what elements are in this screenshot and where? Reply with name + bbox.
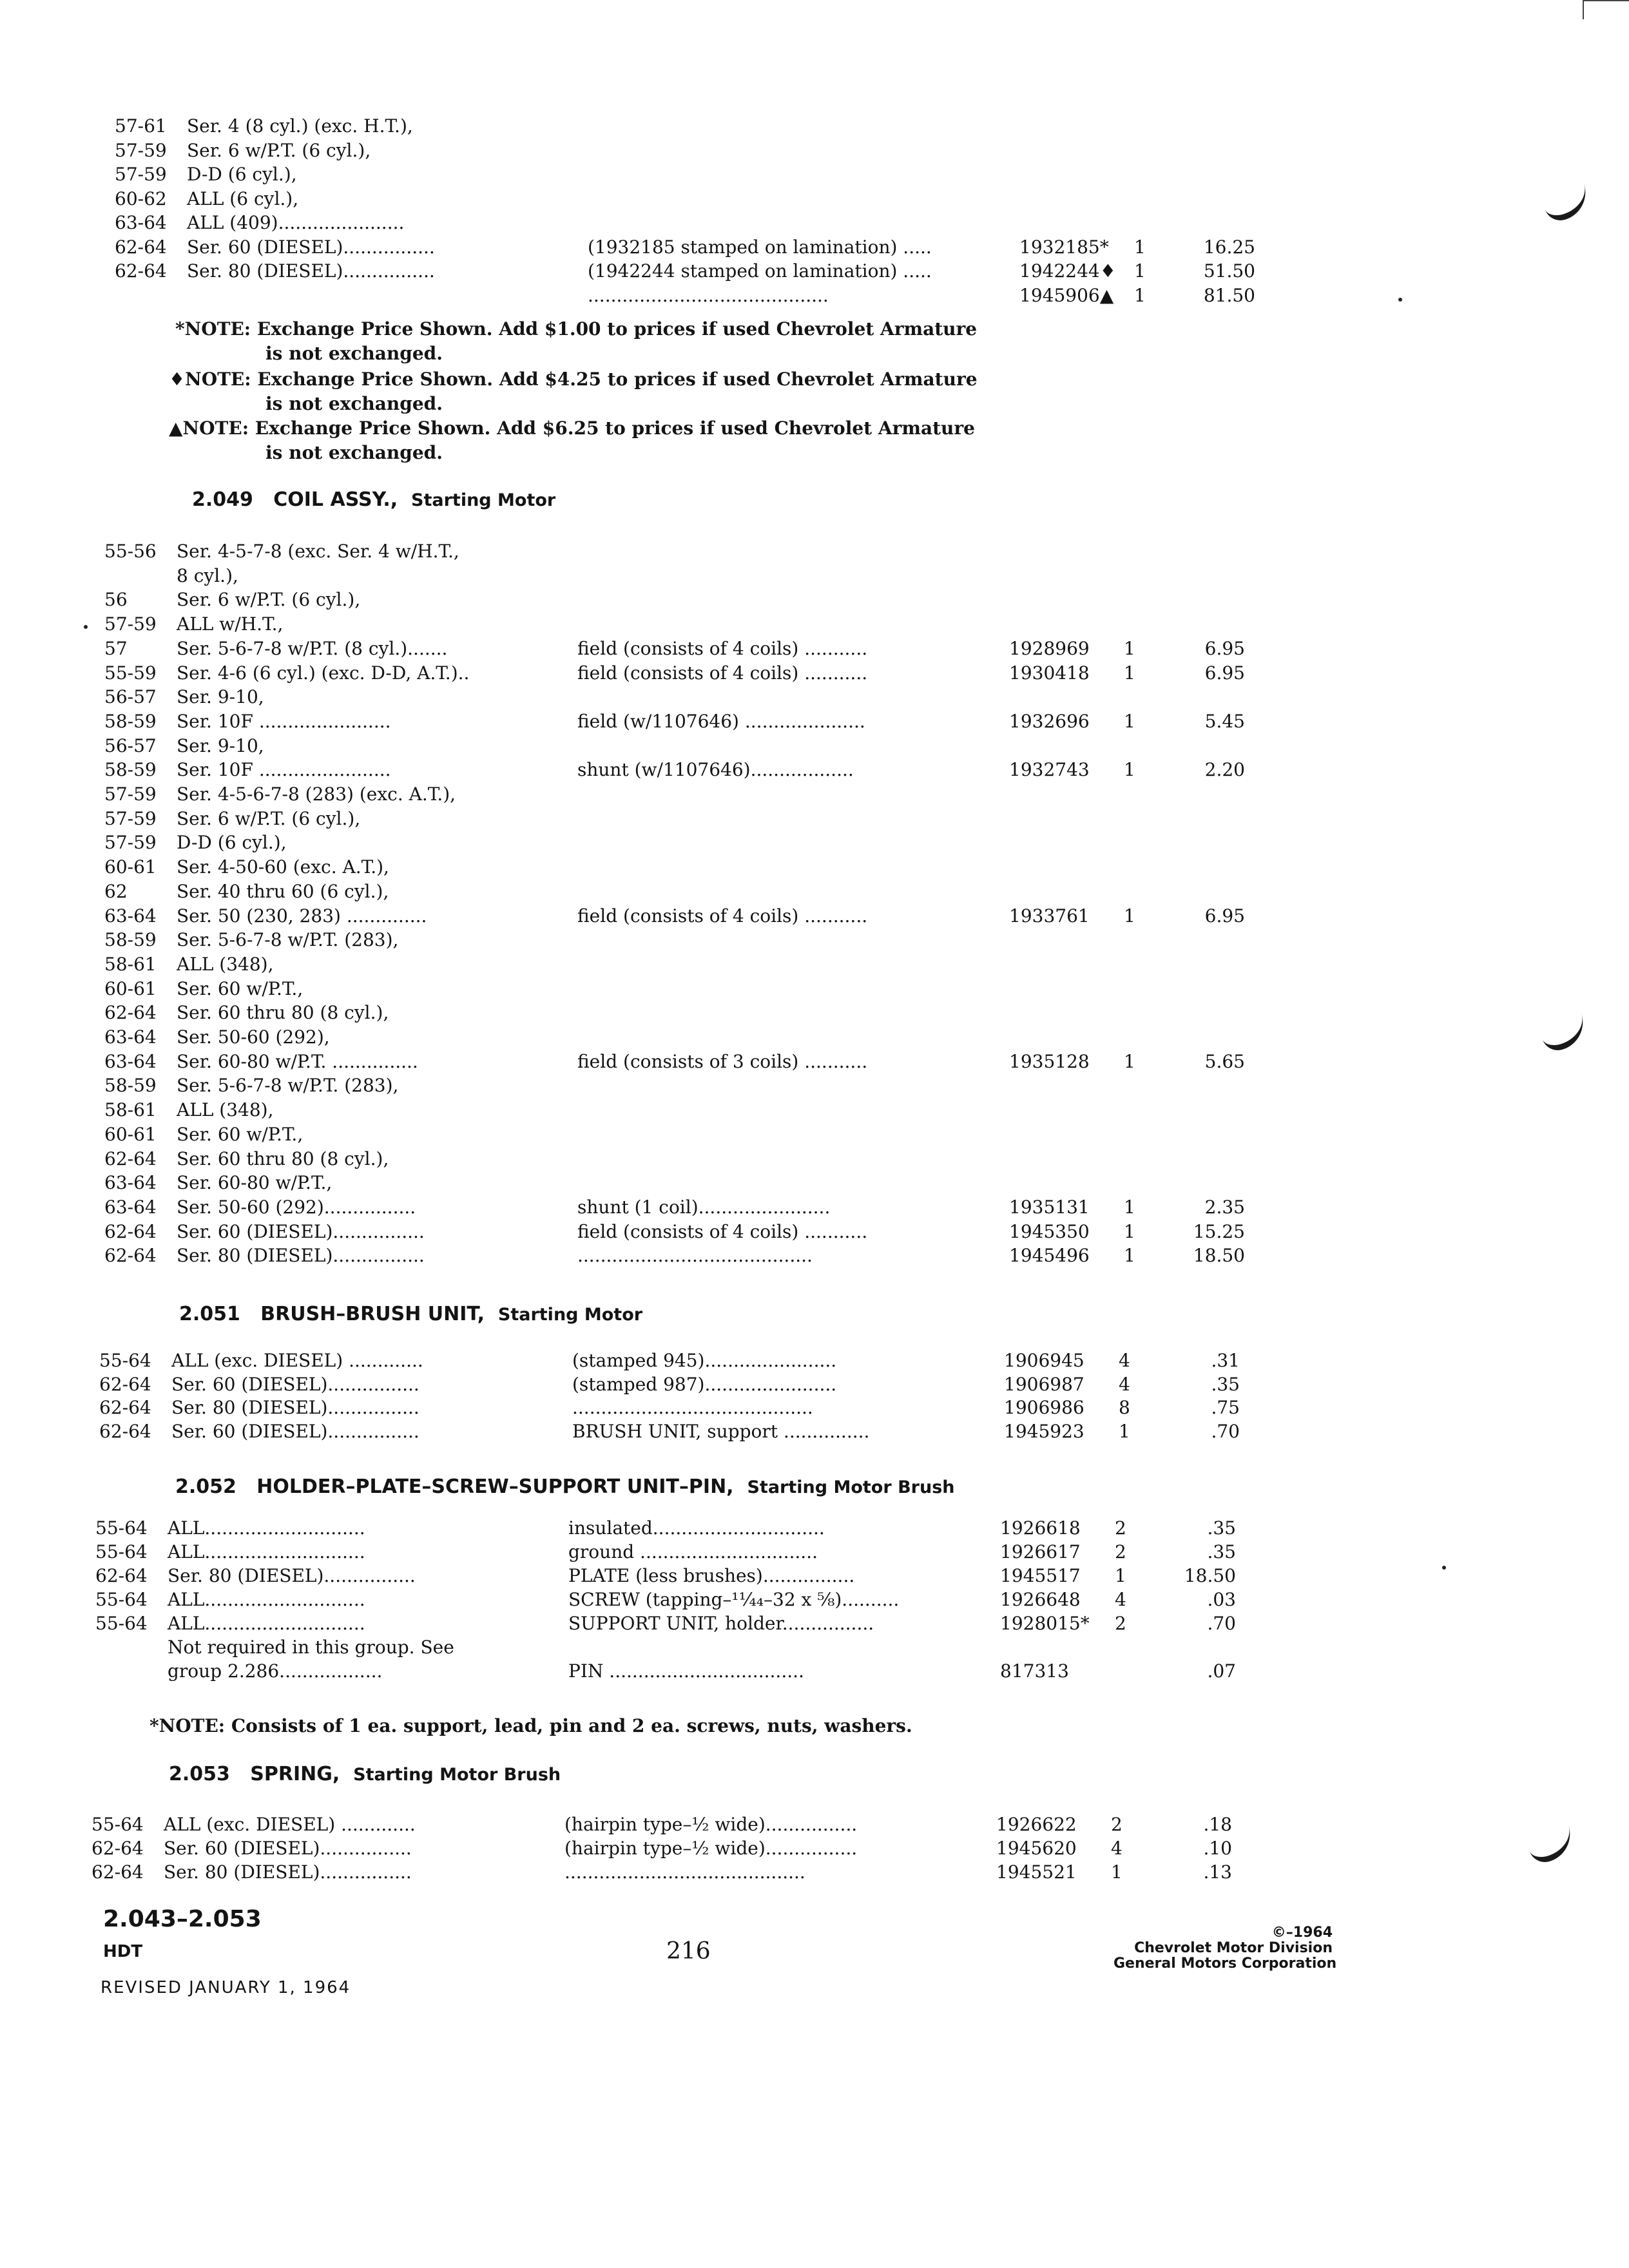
model-years: 63-64 [104, 1050, 157, 1072]
section-header-2052 [175, 1475, 954, 1498]
application: Ser. 60 w/P.T., [177, 1123, 304, 1145]
application: Ser. 6 w/P.T. (6 cyl.), [177, 807, 361, 829]
price: .75 [1211, 1397, 1240, 1418]
application: ALL w/H.T., [177, 613, 284, 635]
parts-row [0, 563, 1619, 589]
part-number: 1926618 [1000, 1517, 1081, 1539]
note-line: *NOTE: Exchange Price Shown. Add $1.00 to prices if used Chevrolet Armature [175, 318, 978, 340]
parts-row [0, 1372, 1614, 1398]
model-years: 55-64 [95, 1517, 148, 1539]
application: Ser. 6 w/P.T. (6 cyl.), [177, 589, 361, 611]
description: .......................................... [588, 284, 829, 306]
part-number: 1906986 [1004, 1397, 1084, 1418]
parts-row [0, 709, 1619, 735]
model-years: 58-61 [104, 1099, 157, 1121]
price: 16.25 [1203, 236, 1255, 258]
application: ALL............................ [168, 1541, 365, 1562]
section-title: COIL ASSY., [273, 488, 398, 511]
description: .......................................... [572, 1397, 813, 1418]
quantity: 1 [1134, 260, 1146, 282]
price: 18.50 [1193, 1245, 1245, 1267]
price: .70 [1207, 1613, 1236, 1634]
price: .03 [1207, 1589, 1236, 1610]
price: .35 [1207, 1517, 1236, 1539]
quantity: 8 [1119, 1397, 1130, 1418]
model-years: 56-57 [104, 735, 157, 756]
application: Not required in this group. See [168, 1637, 454, 1658]
price: 6.95 [1204, 905, 1245, 927]
parts-row [0, 539, 1619, 564]
section-number: 2.053 [169, 1763, 230, 1785]
price: 5.45 [1204, 710, 1245, 732]
application: group 2.286.................. [168, 1660, 383, 1682]
application: ALL (6 cyl.), [187, 187, 299, 209]
parts-row [0, 235, 1629, 260]
parts-row [0, 1219, 1619, 1245]
quantity: 4 [1111, 1838, 1123, 1859]
model-years: 62-64 [95, 1565, 148, 1586]
model-years: 60-61 [104, 977, 157, 999]
quantity: 4 [1115, 1589, 1126, 1610]
description: SCREW (tapping–¹¼₄–32 x ⅝).......... [568, 1589, 900, 1610]
section-title: HOLDER–PLATE–SCREW–SUPPORT UNIT–PIN, [256, 1475, 734, 1498]
parts-row [0, 1812, 1606, 1838]
parts-row [0, 1170, 1619, 1196]
application: D-D (6 cyl.), [177, 832, 287, 854]
parts-row [0, 830, 1619, 856]
model-years: 63-64 [115, 212, 167, 233]
application: Ser. 60-80 w/P.T., [177, 1172, 333, 1194]
part-number: 1945350 [1009, 1220, 1090, 1242]
parts-row [0, 1073, 1619, 1099]
model-years: 55-64 [99, 1350, 151, 1371]
scan-dot [1442, 1566, 1446, 1570]
model-years: 58-59 [104, 929, 157, 951]
quantity: 1 [1124, 1245, 1135, 1267]
page-number: 216 [666, 1938, 711, 1965]
price: 5.65 [1204, 1050, 1245, 1072]
parts-row [0, 684, 1619, 710]
model-years: 62-64 [99, 1373, 151, 1395]
application: Ser. 60 (DIESEL)................ [177, 1220, 425, 1242]
parts-row [0, 636, 1619, 662]
description: (hairpin type–½ wide)................ [564, 1838, 858, 1859]
application: Ser. 4 (8 cyl.) (exc. H.T.), [187, 115, 413, 137]
part-number: 1926617 [1000, 1541, 1081, 1562]
section-subtitle: Starting Motor [497, 1305, 643, 1325]
part-number: 1945496 [1009, 1245, 1090, 1267]
price: .31 [1211, 1350, 1240, 1371]
part-number: 1945906▲ [1019, 284, 1114, 306]
note-line: ♦NOTE: Exchange Price Shown. Add $4.25 to prices if used Chevrolet Armature [169, 369, 978, 390]
parts-row [0, 1146, 1619, 1172]
parts-row [0, 1836, 1606, 1861]
parts-row [0, 1097, 1619, 1123]
price: 6.95 [1204, 662, 1245, 684]
note-armature-1 [175, 317, 977, 366]
application: Ser. 10F ....................... [177, 710, 391, 732]
note-line: is not exchanged. [265, 393, 443, 414]
parts-row [0, 952, 1619, 977]
part-number: 1928969 [1009, 637, 1090, 659]
application: Ser. 50 (230, 283) .............. [177, 905, 427, 927]
model-years: 57-59 [104, 783, 157, 805]
parts-row [0, 976, 1619, 1002]
corporation-line: General Motors Corporation [1113, 1956, 1337, 1972]
parts-row [0, 1635, 1610, 1660]
description: field (consists of 4 coils) ........... [577, 905, 868, 927]
quantity: 1 [1124, 759, 1135, 781]
part-number: 1932696 [1009, 710, 1090, 732]
quantity: 1 [1115, 1565, 1126, 1586]
model-years: 57-61 [115, 115, 167, 137]
parts-row [0, 611, 1619, 637]
quantity: 4 [1119, 1350, 1130, 1371]
parts-row [0, 1658, 1610, 1684]
application: Ser. 80 (DIESEL)................ [187, 260, 435, 282]
application: Ser. 60 thru 80 (8 cyl.), [177, 1002, 389, 1024]
model-years: 58-59 [104, 759, 157, 781]
quantity: 4 [1119, 1373, 1130, 1395]
application: Ser. 5-6-7-8 w/P.T. (8 cyl.)....... [177, 637, 448, 659]
model-years: 57-59 [104, 613, 157, 635]
parts-row [0, 1243, 1619, 1269]
description: field (w/1107646) ..................... [577, 710, 865, 732]
division-line: Chevrolet Motor Division [1134, 1940, 1333, 1956]
description: BRUSH UNIT, support ............... [572, 1420, 870, 1442]
quantity: 2 [1115, 1541, 1126, 1562]
part-number: 1928015* [1000, 1613, 1090, 1634]
part-number: 817313 [1000, 1660, 1069, 1682]
part-number: 1926622 [996, 1814, 1077, 1835]
parts-row [0, 1049, 1619, 1075]
model-years: 57-59 [115, 139, 167, 161]
model-years: 55-64 [95, 1613, 148, 1634]
parts-row [0, 854, 1619, 880]
model-years: 57-59 [115, 164, 167, 185]
application: ALL (348), [177, 1099, 274, 1121]
section-header-2049 [192, 488, 555, 511]
model-years: 55-56 [104, 541, 157, 562]
application: Ser. 80 (DIESEL)................ [177, 1245, 425, 1267]
description: (1932185 stamped on lamination) ..... [588, 236, 932, 258]
price: 18.50 [1184, 1565, 1236, 1586]
model-years: 63-64 [104, 1196, 157, 1218]
price: 81.50 [1203, 284, 1255, 306]
part-number: 1906945 [1004, 1350, 1084, 1371]
model-years: 63-64 [104, 905, 157, 927]
part-number: 1945923 [1004, 1420, 1084, 1442]
parts-row [0, 186, 1629, 212]
parts-row [0, 258, 1629, 284]
model-years: 62-64 [104, 1245, 157, 1267]
parts-row [0, 587, 1619, 613]
model-years: 56 [104, 589, 128, 611]
model-years: 57-59 [104, 832, 157, 854]
parts-row [0, 1000, 1619, 1026]
section-title: BRUSH–BRUSH UNIT, [260, 1303, 485, 1325]
part-number: 1935131 [1009, 1196, 1090, 1218]
quantity: 1 [1124, 1050, 1135, 1072]
parts-row [0, 1195, 1619, 1220]
application: Ser. 4-5-7-8 (exc. Ser. 4 w/H.T., [177, 541, 459, 562]
price: .18 [1203, 1814, 1232, 1835]
model-years: 58-59 [104, 710, 157, 732]
description: (stamped 945)....................... [572, 1350, 837, 1371]
parts-row [0, 782, 1619, 807]
footer-revised: REVISED JANUARY 1, 1964 [101, 1978, 351, 1997]
parts-row [0, 162, 1629, 187]
description: (1942244 stamped on lamination) ..... [588, 260, 932, 282]
section-number: 2.052 [175, 1475, 236, 1498]
quantity: 1 [1124, 637, 1135, 659]
description: ground ............................... [568, 1541, 818, 1562]
quantity: 1 [1124, 1196, 1135, 1218]
parts-row [0, 1122, 1619, 1148]
application: ALL (348), [177, 953, 274, 975]
footer-code: HDT [103, 1942, 143, 1961]
description: field (consists of 4 coils) ........... [577, 662, 868, 684]
model-years: 55-64 [95, 1541, 148, 1562]
parts-row [0, 283, 1629, 309]
model-years: 62-64 [104, 1002, 157, 1024]
description: shunt (w/1107646).................. [577, 759, 854, 781]
parts-row [0, 903, 1619, 929]
parts-row [0, 879, 1619, 905]
application: Ser. 60-80 w/P.T. ............... [177, 1050, 418, 1072]
note-line: *NOTE: Consists of 1 ea. support, lead, pin and 2 ea. screws, nuts, washers. [149, 1715, 912, 1736]
application: Ser. 50-60 (292)................ [177, 1196, 416, 1218]
section-header-2053 [169, 1763, 561, 1785]
note-line: is not exchanged. [265, 343, 443, 364]
section-header-2051 [179, 1303, 642, 1325]
model-years: 62-64 [104, 1148, 157, 1169]
price: .70 [1211, 1420, 1240, 1442]
model-years: 55-64 [92, 1814, 144, 1835]
description: field (consists of 4 coils) ........... [577, 637, 868, 659]
application: Ser. 60 (DIESEL)................ [171, 1420, 419, 1442]
quantity: 1 [1134, 284, 1146, 306]
description: SUPPORT UNIT, holder................ [568, 1613, 874, 1634]
price: 2.20 [1204, 759, 1245, 781]
description: (hairpin type–½ wide)................ [564, 1814, 858, 1835]
model-years: 55-59 [104, 662, 157, 684]
description: insulated.............................. [568, 1517, 825, 1539]
price: .10 [1203, 1838, 1232, 1859]
price: .13 [1203, 1861, 1232, 1883]
application: ALL (409)...................... [187, 212, 405, 233]
model-years: 57-59 [104, 807, 157, 829]
application: Ser. 60 w/P.T., [177, 977, 304, 999]
note-holder [149, 1714, 912, 1738]
price: 6.95 [1204, 637, 1245, 659]
parts-row [0, 210, 1629, 236]
section-number: 2.049 [192, 488, 253, 511]
note-armature-3 [169, 416, 975, 465]
model-years: 62 [104, 880, 128, 902]
parts-row [0, 1563, 1610, 1589]
parts-row [0, 1611, 1610, 1637]
parts-row [0, 1024, 1619, 1050]
application: Ser. 5-6-7-8 w/P.T. (283), [177, 1075, 399, 1097]
application: Ser. 60 (DIESEL)................ [187, 236, 435, 258]
part-number: 1906987 [1004, 1373, 1084, 1395]
application: ALL (exc. DIESEL) ............. [164, 1814, 416, 1835]
copyright-line: ©–1964 [1271, 1925, 1333, 1941]
description: field (consists of 3 coils) ........... [577, 1050, 868, 1072]
description: field (consists of 4 coils) ........... [577, 1220, 868, 1242]
part-number: 1930418 [1009, 662, 1090, 684]
quantity: 2 [1111, 1814, 1123, 1835]
application: 8 cyl.), [177, 564, 238, 586]
application: Ser. 60 thru 80 (8 cyl.), [177, 1148, 389, 1169]
quantity: 2 [1115, 1613, 1126, 1634]
model-years: 62-64 [99, 1397, 151, 1418]
application: Ser. 40 thru 60 (6 cyl.), [177, 880, 389, 902]
model-years: 60-61 [104, 1123, 157, 1145]
description: PLATE (less brushes)................ [568, 1565, 855, 1586]
price: .07 [1207, 1660, 1236, 1682]
parts-row [0, 1348, 1614, 1374]
part-number: 1942244♦ [1019, 260, 1116, 282]
quantity: 2 [1115, 1517, 1126, 1539]
application: ALL............................ [168, 1517, 365, 1539]
quantity: 1 [1124, 662, 1135, 684]
model-years: 56-57 [104, 686, 157, 708]
parts-row [0, 1860, 1606, 1885]
parts-row [0, 138, 1629, 164]
description: ......................................... [577, 1245, 813, 1267]
quantity: 1 [1111, 1861, 1123, 1883]
quantity: 1 [1124, 1220, 1135, 1242]
application: Ser. 80 (DIESEL)................ [168, 1565, 416, 1586]
quantity: 1 [1119, 1420, 1130, 1442]
scan-dot [1398, 298, 1402, 302]
section-number: 2.051 [179, 1303, 240, 1325]
note-line: ▲NOTE: Exchange Price Shown. Add $6.25 to prices if used Chevrolet Armature [169, 418, 975, 439]
quantity: 1 [1124, 905, 1135, 927]
part-number: 1932185* [1019, 236, 1109, 258]
parts-row [0, 733, 1619, 759]
description: shunt (1 coil)....................... [577, 1196, 831, 1218]
parts-row [0, 927, 1619, 953]
description: PIN .................................. [568, 1660, 804, 1682]
description: (stamped 987)....................... [572, 1373, 837, 1395]
scan-dot [84, 625, 88, 629]
model-years: 62-64 [104, 1220, 157, 1242]
model-years: 58-61 [104, 953, 157, 975]
application: Ser. 80 (DIESEL)................ [171, 1397, 419, 1418]
price: .35 [1207, 1541, 1236, 1562]
footer-range: 2.043–2.053 [103, 1906, 262, 1932]
parts-row [0, 660, 1619, 686]
page-corner-mark [1583, 0, 1629, 19]
application: ALL............................ [168, 1589, 365, 1610]
model-years: 55-64 [95, 1589, 148, 1610]
price: 15.25 [1193, 1220, 1245, 1242]
note-armature-2 [169, 367, 978, 416]
application: Ser. 6 w/P.T. (6 cyl.), [187, 139, 371, 161]
section-subtitle: Starting Motor Brush [353, 1765, 561, 1785]
model-years: 57 [104, 637, 128, 659]
description: .......................................... [564, 1861, 805, 1883]
application: Ser. 80 (DIESEL)................ [164, 1861, 412, 1883]
price: 51.50 [1203, 260, 1255, 282]
parts-row [0, 806, 1619, 832]
application: Ser. 9-10, [177, 686, 264, 708]
parts-row [0, 1419, 1614, 1445]
application: Ser. 60 (DIESEL)................ [171, 1373, 419, 1395]
model-years: 63-64 [104, 1026, 157, 1048]
application: Ser. 4-5-6-7-8 (283) (exc. A.T.), [177, 783, 456, 805]
application: Ser. 10F ....................... [177, 759, 391, 781]
application: Ser. 5-6-7-8 w/P.T. (283), [177, 929, 399, 951]
model-years: 62-64 [92, 1861, 144, 1883]
part-number: 1926648 [1000, 1589, 1081, 1610]
application: Ser. 4-50-60 (exc. A.T.), [177, 856, 389, 878]
application: Ser. 60 (DIESEL)................ [164, 1838, 412, 1859]
model-years: 62-64 [99, 1420, 151, 1442]
model-years: 62-64 [92, 1838, 144, 1859]
note-line: is not exchanged. [265, 442, 443, 463]
model-years: 60-61 [104, 856, 157, 878]
application: ALL (exc. DIESEL) ............. [171, 1350, 423, 1371]
application: Ser. 50-60 (292), [177, 1026, 330, 1048]
parts-row [0, 757, 1619, 783]
part-number: 1932743 [1009, 759, 1090, 781]
parts-row [0, 1539, 1610, 1565]
section-subtitle: Starting Motor [411, 490, 556, 510]
application: D-D (6 cyl.), [187, 164, 297, 185]
model-years: 60-62 [115, 187, 167, 209]
price: 2.35 [1204, 1196, 1245, 1218]
parts-row [0, 1395, 1614, 1421]
quantity: 1 [1124, 710, 1135, 732]
application: Ser. 9-10, [177, 735, 264, 756]
part-number: 1935128 [1009, 1050, 1090, 1072]
footer-publisher [1113, 1925, 1337, 1972]
parts-row [0, 1587, 1610, 1613]
parts-row [0, 1515, 1610, 1541]
parts-row [0, 113, 1629, 139]
section-title: SPRING, [250, 1763, 340, 1785]
application: Ser. 4-6 (6 cyl.) (exc. D-D, A.T.).. [177, 662, 470, 684]
part-number: 1945620 [996, 1838, 1077, 1859]
price: .35 [1211, 1373, 1240, 1395]
application: ALL............................ [168, 1613, 365, 1634]
section-subtitle: Starting Motor Brush [747, 1477, 955, 1497]
quantity: 1 [1134, 236, 1146, 258]
part-number: 1945517 [1000, 1565, 1081, 1586]
model-years: 58-59 [104, 1075, 157, 1097]
model-years: 62-64 [115, 260, 167, 282]
part-number: 1933761 [1009, 905, 1090, 927]
part-number: 1945521 [996, 1861, 1077, 1883]
model-years: 63-64 [104, 1172, 157, 1194]
model-years: 62-64 [115, 236, 167, 258]
